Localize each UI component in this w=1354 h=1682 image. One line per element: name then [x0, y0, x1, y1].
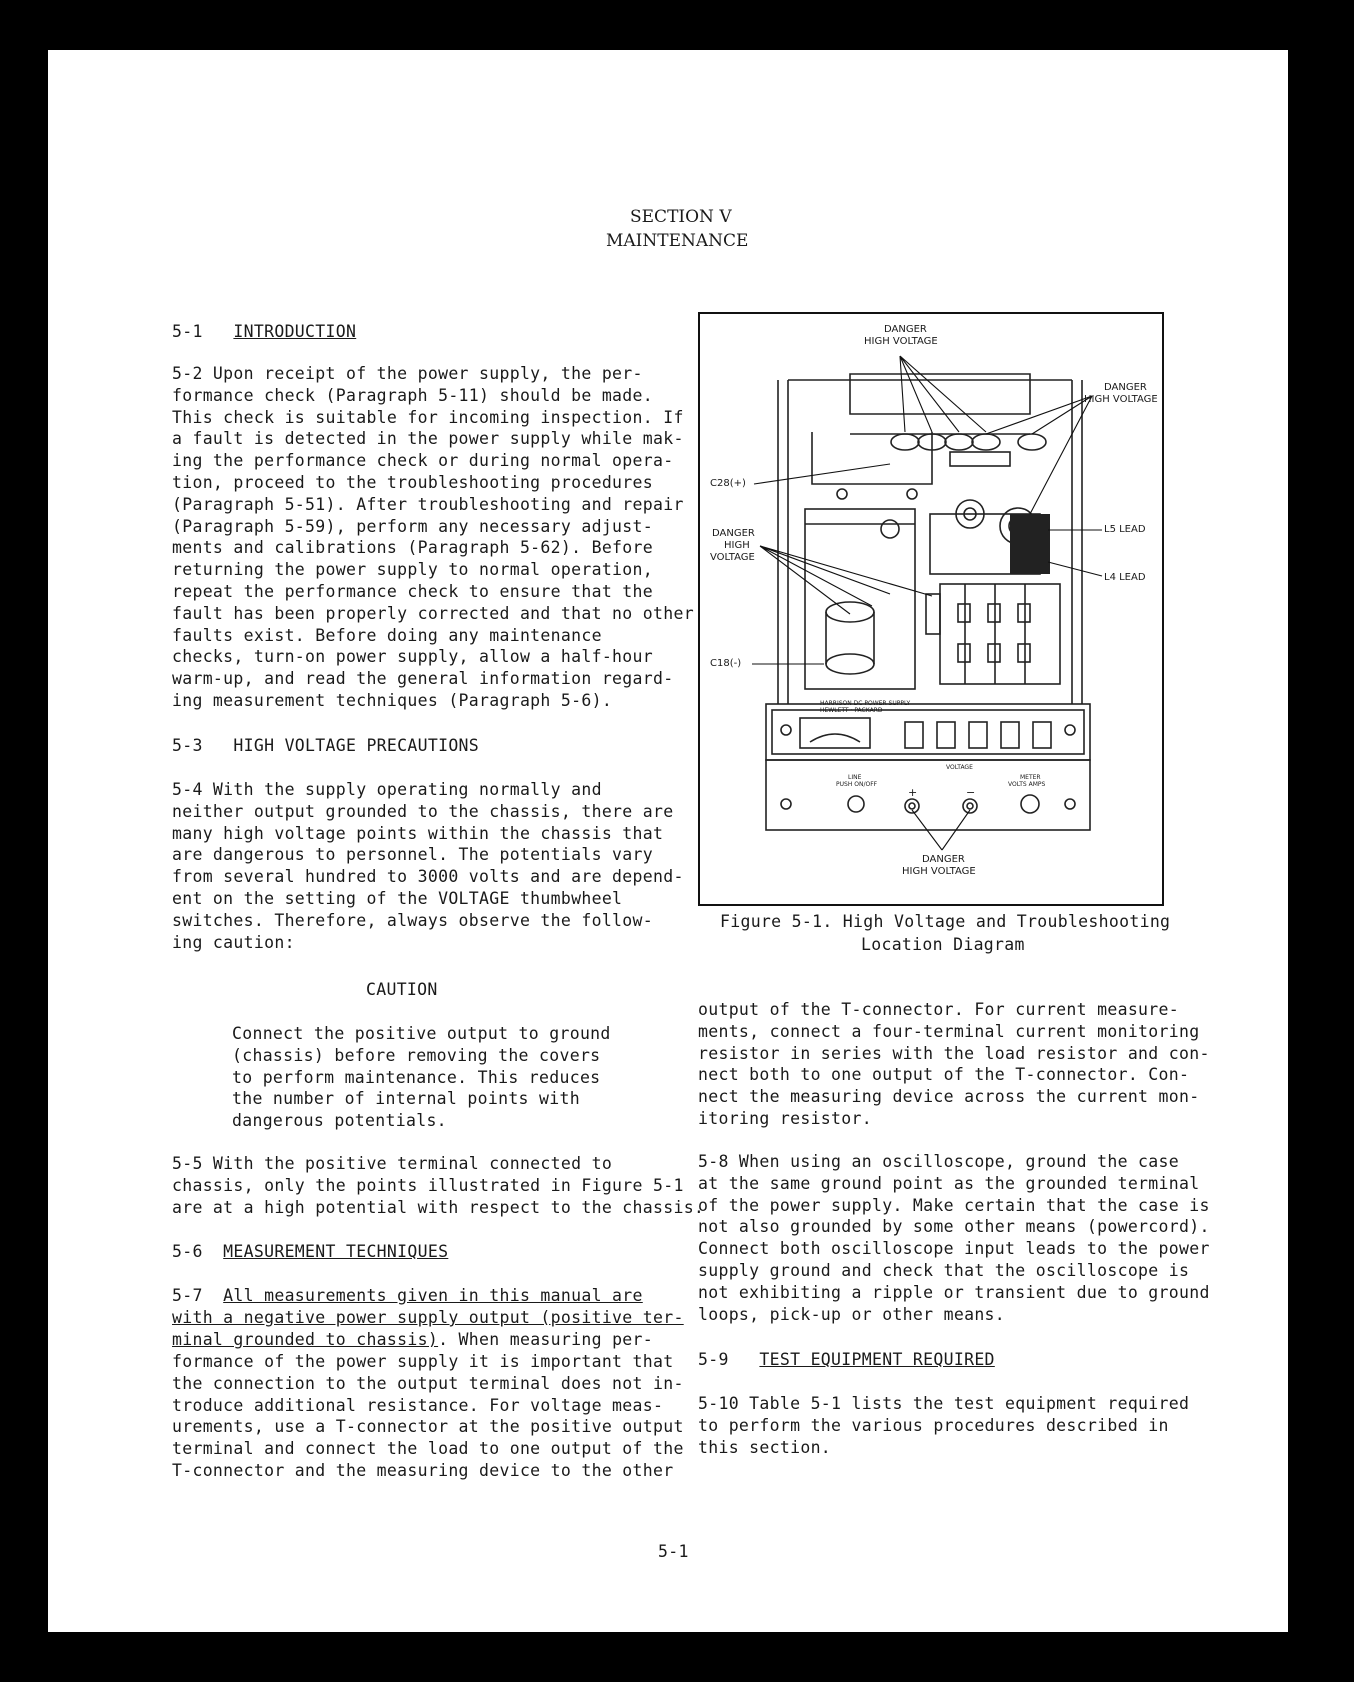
text-line: output of the T-connector. For current measure- [698, 1000, 1179, 1019]
paragraph-number: 5-3 [172, 736, 203, 755]
section-number: SECTION V [630, 207, 732, 227]
text-line: supply ground and check that the oscilloscope is [698, 1261, 1190, 1280]
label-panel-voltsamps: VOLTS AMPS [1008, 781, 1046, 788]
text-line: Connect both oscilloscope input leads to the power [698, 1239, 1210, 1259]
text-line: ments, connect a four-terminal current monitoring [698, 1021, 1200, 1041]
text-line: ent on the setting of the VOLTAGE thumbwheel [172, 889, 623, 908]
text-line: formance of the power supply it is important that [172, 1352, 674, 1371]
heading-text: INTRODUCTION [233, 322, 357, 341]
text-line: chassis, only the points illustrated in Figure 5-1 [172, 1175, 684, 1195]
text-line: switches. Therefore, always observe the follow- [172, 910, 653, 930]
text-line: tion, proceed to the troubleshooting procedures [172, 473, 653, 492]
figure-caption-line-2: Location Diagram [861, 935, 1025, 954]
label-danger-right: DANGER [1104, 382, 1147, 393]
label-danger-bottom: DANGER [922, 854, 965, 865]
heading-5-1 [172, 322, 356, 341]
text-line: ing measurement techniques (Paragraph 5-6). [172, 691, 613, 710]
text-line: from several hundred to 3000 volts and are depend- [172, 867, 684, 887]
text-line: nect the measuring device across the current mon- [698, 1087, 1200, 1107]
text-line: not exhibiting a ripple or transient due to ground [698, 1282, 1210, 1302]
paragraph-number: 5-6 [172, 1242, 203, 1261]
text-line: fault has been properly corrected and that no other [172, 603, 694, 623]
text-line: faults exist. Before doing any maintenance [172, 625, 602, 645]
label-panel-line: LINE [848, 774, 862, 781]
label-panel-meter: METER [1020, 774, 1041, 781]
label-hv-top: HIGH VOLTAGE [864, 336, 938, 347]
text-line: are dangerous to personnel. The potentials vary [172, 845, 653, 865]
text-line: of the power supply. Make certain that the case is [698, 1195, 1210, 1215]
text-line: (Paragraph 5-51). After troubleshooting and repair [172, 494, 684, 514]
text-line: to perform the various procedures described in [698, 1415, 1169, 1435]
paragraph-number: 5-9 [698, 1350, 729, 1369]
underlined-text: All measurements given in this manual are [223, 1286, 643, 1305]
text-line: to perform maintenance. This reduces [232, 1067, 601, 1087]
figure-caption-line-1: Figure 5-1. High Voltage and Troubleshooting [720, 912, 1171, 931]
text-line: 5-2 Upon receipt of the power supply, the per- [172, 364, 643, 383]
paragraph-number: 5-7 [172, 1286, 203, 1305]
underlined-text: with a negative power supply output (positive ter- [172, 1308, 684, 1327]
inductor-block [1010, 514, 1050, 574]
text-line: (Paragraph 5-59), perform any necessary adjust- [172, 516, 653, 536]
text-line: urements, use a T-connector at the positive output [172, 1417, 684, 1437]
text-line: Connect the positive output to ground [232, 1024, 611, 1043]
text-line: terminal and connect the load to one output of the [172, 1439, 684, 1459]
paragraph-5-7-line-2 [172, 1308, 684, 1327]
plain-text: . When measuring per- [438, 1330, 654, 1349]
label-panel-plus: + [908, 786, 918, 799]
label-hv-bottom: HIGH VOLTAGE [902, 866, 976, 877]
text-line: (chassis) before removing the covers [232, 1045, 601, 1065]
label-danger-top: DANGER [884, 324, 927, 335]
text-line: neither output grounded to the chassis, there are [172, 801, 674, 821]
label-l4-lead: L4 LEAD [1104, 572, 1146, 583]
label-panel-onoff: PUSH ON/OFF [836, 781, 878, 788]
text-line: This check is suitable for incoming inspection. If [172, 407, 684, 427]
text-line: repeat the performance check to ensure that the [172, 582, 653, 601]
label-panel-brand2: HEWLETT · PACKARD [820, 707, 883, 714]
text-line: 5-4 With the supply operating normally and [172, 780, 602, 799]
label-panel-brand: HARRISON DC POWER SUPPLY [820, 700, 911, 707]
text-line: nect both to one output of the T-connector. Con- [698, 1065, 1190, 1085]
label-c28: C28(+) [710, 478, 746, 489]
label-voltage-left: VOLTAGE [710, 552, 755, 563]
text-line: ing the performance check or during normal opera- [172, 451, 674, 471]
text-line: formance check (Paragraph 5-11) should be made. [172, 385, 653, 405]
text-line: loops, pick-up or other means. [698, 1304, 1006, 1324]
text-line: resistor in series with the load resistor and con- [698, 1043, 1210, 1063]
paragraph-5-7-line-1 [172, 1286, 643, 1305]
heading-text: TEST EQUIPMENT REQUIRED [759, 1350, 995, 1369]
underlined-text: minal grounded to chassis) [172, 1330, 439, 1349]
text-line: dangerous potentials. [232, 1111, 447, 1131]
text-line: at the same ground point as the grounded terminal [698, 1173, 1200, 1193]
text-line: are at a high potential with respect to the chassis. [172, 1197, 705, 1217]
text-line: warm-up, and read the general information regard- [172, 669, 674, 689]
label-panel-minus: − [966, 786, 976, 799]
text-line: a fault is detected in the power supply while mak- [172, 429, 684, 449]
text-line: this section. [698, 1437, 832, 1457]
label-l5-lead: L5 LEAD [1104, 524, 1146, 535]
text-line: 5-5 With the positive terminal connected to [172, 1154, 613, 1173]
text-line: troduce additional resistance. For voltage meas- [172, 1395, 664, 1415]
label-c18: C18(-) [710, 658, 742, 669]
text-line: ments and calibrations (Paragraph 5-62). Before [172, 538, 653, 558]
text-line: 5-10 Table 5-1 lists the test equipment required [698, 1394, 1190, 1413]
figure-5-1 [698, 312, 1164, 906]
caution-title: CAUTION [366, 980, 438, 999]
text-line: the connection to the output terminal does not in- [172, 1373, 684, 1393]
text-line: checks, turn-on power supply, allow a half-hour [172, 647, 653, 667]
heading-text: MEASUREMENT TECHNIQUES [223, 1242, 449, 1261]
text-line: the number of internal points with [232, 1089, 580, 1109]
label-hv-right: HIGH VOLTAGE [1084, 394, 1158, 405]
text-line: many high voltage points within the chassis that [172, 823, 664, 843]
label-high-left: HIGH [724, 540, 750, 551]
text-line: returning the power supply to normal operation, [172, 560, 653, 580]
label-danger-left: DANGER [712, 528, 755, 539]
label-panel-voltage: VOLTAGE [946, 764, 973, 771]
text-line: 5-8 When using an oscilloscope, ground the case [698, 1152, 1179, 1171]
text-line: not also grounded by some other means (powercord). [698, 1217, 1210, 1237]
text-line: ing caution: [172, 932, 295, 952]
heading-text: HIGH VOLTAGE PRECAUTIONS [233, 736, 480, 755]
text-line: itoring resistor. [698, 1109, 872, 1128]
paragraph-5-7-line-3 [172, 1330, 653, 1349]
section-title: MAINTENANCE [606, 231, 749, 251]
heading-5-6 [172, 1242, 448, 1261]
text-line: T-connector and the measuring device to the other [172, 1461, 674, 1480]
heading-5-3 [172, 736, 479, 755]
page-number: 5-1 [658, 1542, 689, 1561]
paragraph-number: 5-1 [172, 322, 203, 341]
heading-5-9 [698, 1350, 995, 1369]
